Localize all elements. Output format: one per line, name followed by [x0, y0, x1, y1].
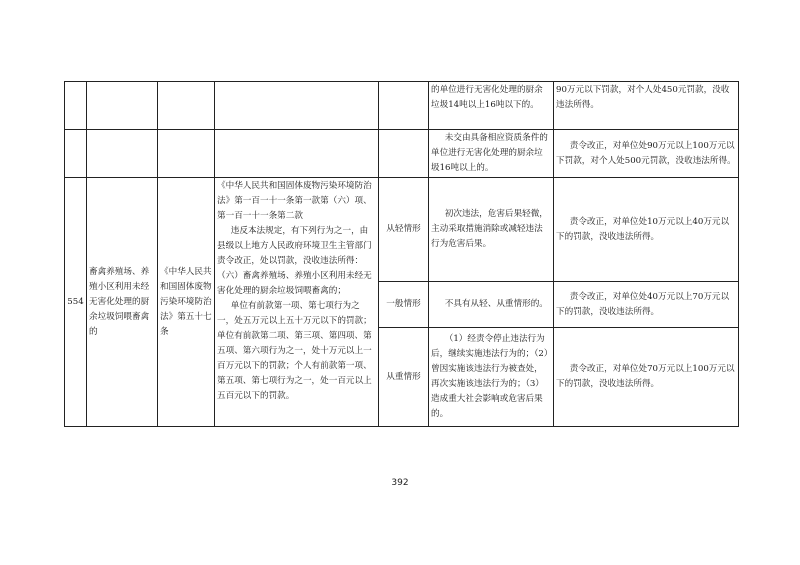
empty-cell: [215, 130, 379, 178]
provision-source: 《中华人民共和国固体废物污染环境防治法》第一百一十一条第一款第（六）项、第一百一十一条第二款: [217, 181, 372, 221]
provision-clause: 违反本法规定，有下列行为之一，由县级以上地方人民政府环境卫生主管部门责令改正，处以罚款，没收违法所得：（六）畜禽养殖场、养殖小区利用未经无害化处理的厨余垃圾饲喂畜禽的；: [217, 226, 372, 296]
penalty-discretion-table: [64, 81, 739, 427]
empty-cell: [158, 130, 215, 178]
table-row: [65, 130, 739, 178]
violation-matter: 畜禽养殖场、养殖小区利用未经无害化处理的厨余垃圾饲喂畜禽的: [87, 178, 158, 427]
provision-penalty: 单位有前款第一项、第七项行为之一，处五万元以上五十万元以下的罚款；单位有前款第二项、第三项、第四项、第五项、第六项行为之一，处十万元以上一百万元以下的罚款；个人有前款第一项、第五项、第七项行为之一，处一百元以上五百元以下的罚款。: [217, 301, 372, 401]
legal-basis: 《中华人民共和国固体废物污染环境防治法》第五十七条: [158, 178, 215, 427]
empty-cell: [87, 130, 158, 178]
penalty-cell: 责令改正，对单位处10万元以上40万元以下的罚款，没收违法所得。: [554, 178, 739, 282]
situation-cell: 不具有从轻、从重情形的。: [429, 282, 554, 328]
level-general: 一般情形: [379, 282, 429, 328]
item-number: 554: [65, 178, 87, 427]
level-severe: 从重情形: [379, 328, 429, 427]
level-lenient: 从轻情形: [379, 178, 429, 282]
situation-cell: 初次违法，危害后果轻微，主动采取措施消除或减轻违法行为危害后果。: [429, 178, 554, 282]
empty-cell: [65, 130, 87, 178]
page-number: 392: [391, 478, 409, 488]
penalty-provisions: [215, 178, 379, 427]
situation-cell: 未交由具备相应资质条件的单位进行无害化处理的厨余垃圾16吨以上的。: [429, 130, 554, 178]
empty-cell: [87, 82, 158, 130]
empty-cell: [379, 82, 429, 130]
situation-cell: （1）经责令停止违法行为后，继续实施违法行为的；（2）曾因实施该违法行为被查处，再次实施该违法行为的；（3）造成重大社会影响或危害后果的。: [429, 328, 554, 427]
table-row: [65, 82, 739, 130]
penalty-cell: 90万元以下罚款，对个人处450元罚款，没收违法所得。: [554, 82, 739, 130]
empty-cell: [65, 82, 87, 130]
situation-cell: 的单位进行无害化处理的厨余垃圾14吨以上16吨以下的。: [429, 82, 554, 130]
empty-cell: [379, 130, 429, 178]
table-row: [65, 178, 739, 282]
empty-cell: [215, 82, 379, 130]
empty-cell: [158, 82, 215, 130]
penalty-cell: 责令改正，对单位处40万元以上70万元以下的罚款，没收违法所得。: [554, 282, 739, 328]
penalty-cell: 责令改正，对单位处90万元以上100万元以下罚款，对个人处500元罚款，没收违法所得。: [554, 130, 739, 178]
penalty-cell: 责令改正，对单位处70万元以上100万元以下的罚款，没收违法所得。: [554, 328, 739, 427]
